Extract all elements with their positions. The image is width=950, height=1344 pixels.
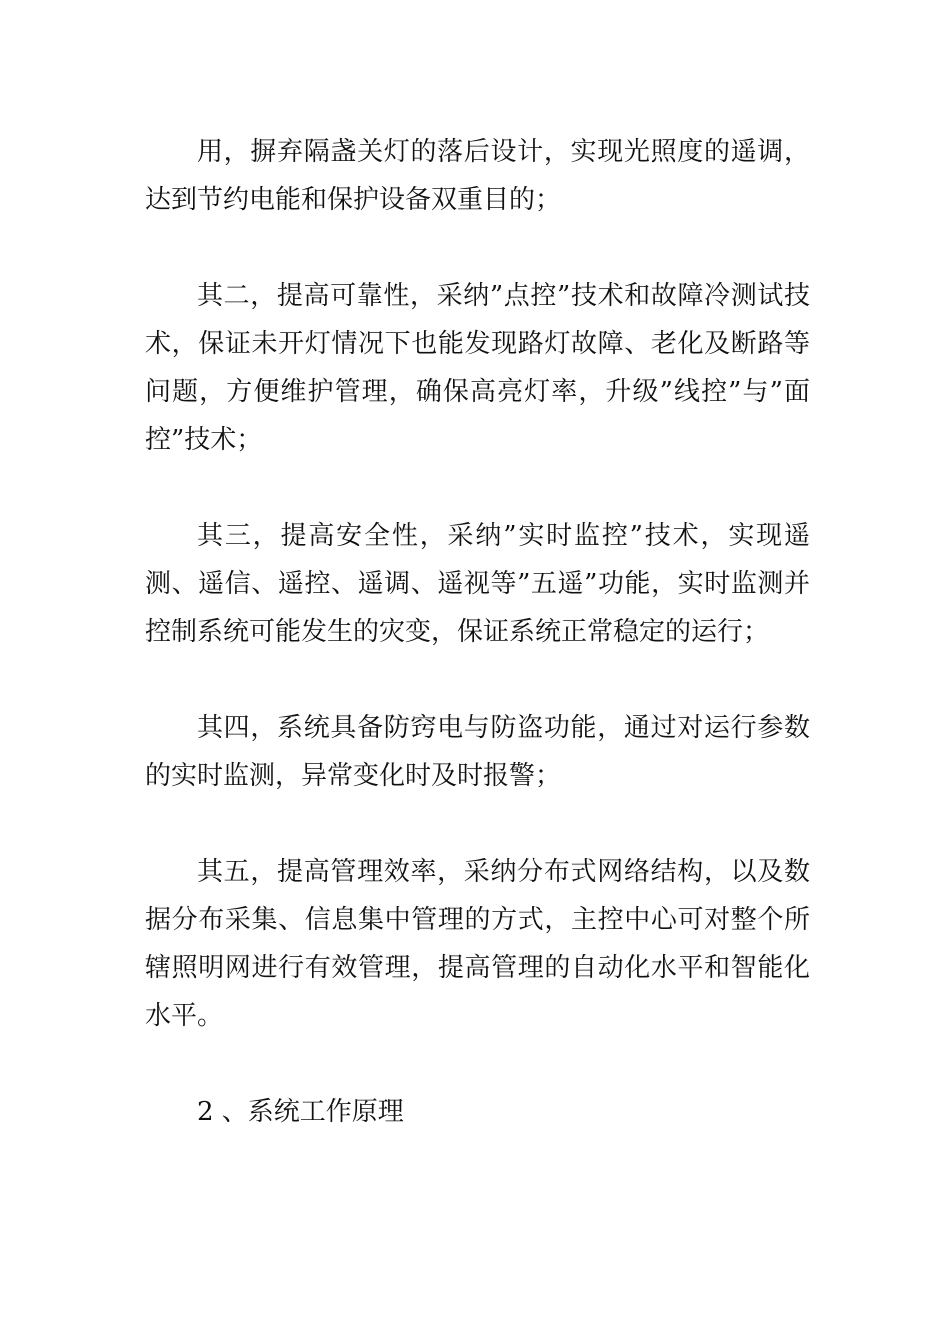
paragraph-reliability: 其二，提高可靠性，采纳”点控”技术和故障冷测试技术，保证未开灯情况下也能发现路灯故障、老化及断路等问题，方便维护管理，确保高亮灯率，升级”线控”与”面控”技术； xyxy=(145,281,810,455)
document-body xyxy=(145,128,810,1136)
paragraph-continuation: 用，摒弃隔盏关灯的落后设计，实现光照度的遥调，达到节约电能和保护设备双重目的； xyxy=(145,137,810,215)
paragraph-safety: 其三，提高安全性，采纳”实时监控”技术，实现遥测、遥信、遥控、遥调、遥视等”五遥”功能，实时监测并控制系统可能发生的灾变，保证系统正常稳定的运行； xyxy=(145,521,810,647)
section-heading: 2 、系统工作原理 xyxy=(197,1097,404,1127)
paragraph-anti-theft: 其四，系统具备防窍电与防盗功能，通过对运行参数的实时监测，异常变化时及时报警； xyxy=(145,713,810,791)
paragraph-management: 其五，提高管理效率，采纳分布式网络结构，以及数据分布采集、信息集中管理的方式，主控中心可对整个所辖照明网进行有效管理，提高管理的自动化水平和智能化水平。 xyxy=(145,857,810,1031)
